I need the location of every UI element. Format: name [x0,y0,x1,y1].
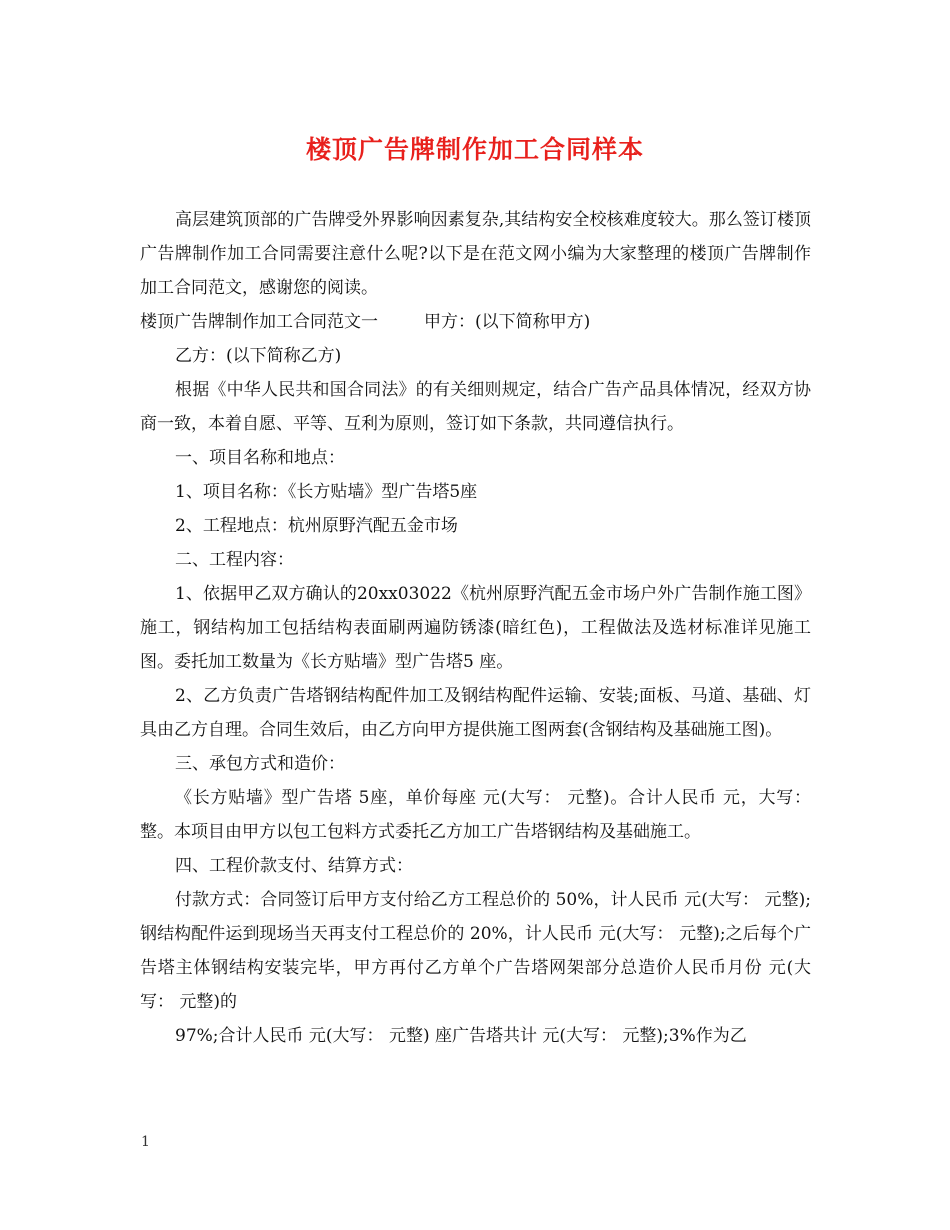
section3-paragraph: 《长方贴墙》型广告塔 5座，单价每座 元(大写： 元整)。合计人民币 元，大写： 整。本项目由甲方以包工包料方式委托乙方加工广告塔钢结构及基础施工。 [140,788,811,842]
party-a-line: 甲方：(以下简称甲方) [424,312,591,332]
document-title: 楼顶广告牌制作加工合同样本 [305,135,644,164]
section4-paragraph: 付款方式：合同签订后甲方支付给乙方工程总价的 50%，计人民币 元(大写： 元整);钢结构配件运到现场当天再支付工程总价的 20%，计人民币 元(大写： 元整);之后每个广告塔主体钢结构安装完毕，甲方再付乙方单个广告塔网架部分总造价人民币月份 元(大写： 元整)的 [140,890,811,1012]
section2-heading: 二、工程内容： [175,550,294,570]
section1-heading: 一、项目名称和地点： [175,448,345,468]
party-b-line: 乙方：(以下简称乙方) [175,346,342,366]
section4-heading: 四、工程价款支付、结算方式： [175,856,413,876]
sample-heading-line [140,305,811,339]
section2-item1: 1、依据甲乙双方确认的20xx03022《杭州原野汽配五金市场户外广告制作施工图》施工，钢结构加工包括结构表面刷两遍防锈漆(暗红色)，工程做法及选材标准详见施工图。委托加工数量为《长方贴墙》型广告塔5 座。 [140,584,811,672]
section2-item2: 2、乙方负责广告塔钢结构配件加工及钢结构配件运输、安装;面板、马道、基础、灯具由乙方自理。合同生效后，由乙方向甲方提供施工图两套(含钢结构及基础施工图)。 [140,686,811,740]
section1-item2: 2、工程地点：杭州原野汽配五金市场 [175,516,458,536]
section1-item1: 1、项目名称：《长方贴墙》型广告塔5座 [175,482,478,502]
page-number: 1 [141,1134,150,1150]
section4-paragraph-continued: 97%;合计人民币 元(大写： 元整) 座广告塔共计 元(大写： 元整);3%作为乙 [175,1026,747,1046]
intro-paragraph: 高层建筑顶部的广告牌受外界影响因素复杂,其结构安全校核难度较大。那么签订楼顶广告牌制作加工合同需要注意什么呢?以下是在范文网小编为大家整理的楼顶广告牌制作加工合同范文，感谢您的阅读。 [140,210,811,298]
document-body [140,203,811,1053]
sample-heading: 楼顶广告牌制作加工合同范文一 [140,312,378,332]
section3-heading: 三、承包方式和造价： [175,754,345,774]
preamble-paragraph: 根据《中华人民共和国合同法》的有关细则规定，结合广告产品具体情况，经双方协商一致，本着自愿、平等、互利为原则，签订如下条款，共同遵信执行。 [140,380,811,434]
